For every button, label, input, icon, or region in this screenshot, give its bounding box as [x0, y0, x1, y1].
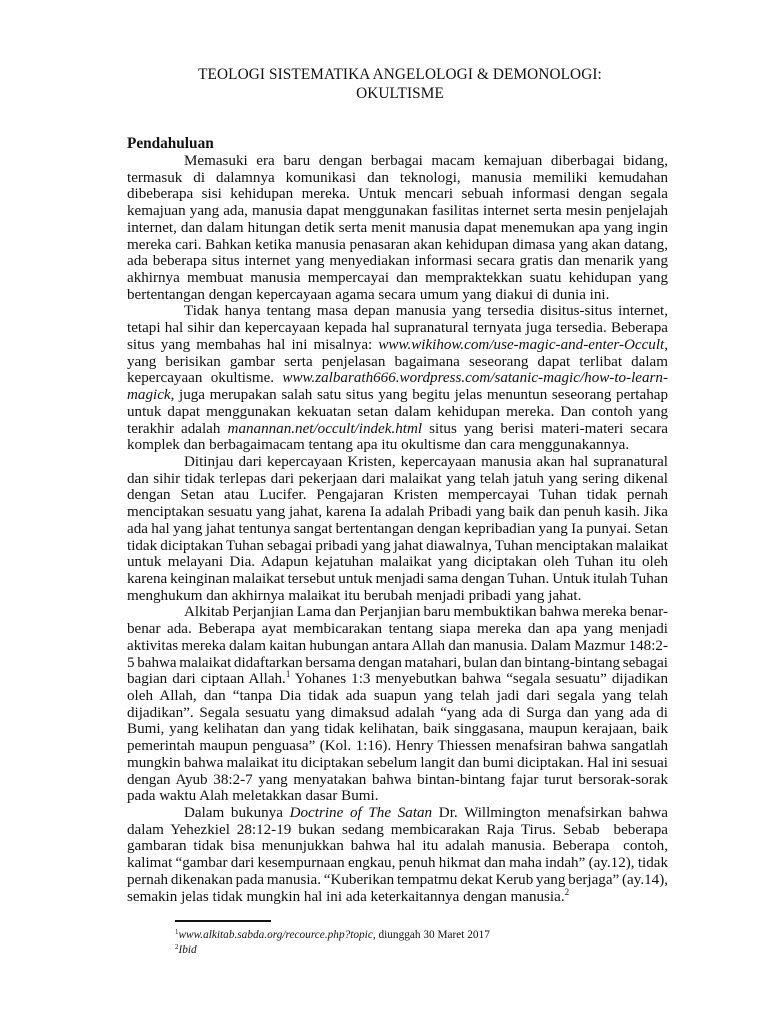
paragraph-2-line	[127, 404, 668, 421]
paragraph-2-line	[127, 387, 668, 404]
paragraph-4-line	[127, 755, 668, 772]
text-run: Bumi, yang kelihatan dan yang tidak kelihatan, baik singgasana, maupun kerajaan, baik	[127, 721, 668, 738]
text-run: tetapi hal sihir dan kepercayaan kepada hal supranatural ternyata juga tersedia. Beberapa	[127, 320, 668, 337]
paragraph-1-line	[127, 287, 668, 304]
line-content	[127, 538, 668, 555]
paragraph-3-line	[127, 487, 668, 504]
paragraph-3-line	[127, 471, 668, 488]
footnote-2	[175, 944, 197, 956]
paragraph-2-line	[127, 337, 668, 354]
text-run: internet, dan dalam hitungan detik serta menit manusia dapat menemukan apa yang ingin	[127, 219, 668, 236]
paragraph-3-line	[127, 571, 668, 588]
text-run: Tidak hanya tentang masa depan manusia yang tersedia disitus-situs internet,	[184, 303, 668, 320]
text-run: Dalam bukunya	[184, 805, 290, 822]
line-content	[127, 671, 668, 688]
paragraph-5-line	[127, 805, 668, 822]
line-content	[127, 253, 668, 270]
line-content	[127, 738, 668, 755]
text-run: pernah dikenakan pada manusia. “Kuberikan tempatmu dekat Kerub yang berjaga” (ay.14),	[127, 871, 668, 888]
line-content	[127, 571, 668, 588]
paragraph-4-line	[127, 688, 668, 705]
text-run: tidak diciptakan Tuhan sebagai pribadi yang jahat diawalnya, Tuhan menciptakan malaikat	[127, 537, 668, 554]
text-run: mereka cari. Bahkan ketika manusia penasaran akan kehidupan dimasa yang akan datang,	[127, 236, 668, 253]
text-run: dengan Ayub 38:2-7 yang menyatakan bahwa bintan-bintang fajar turut bersorak-sorak	[127, 771, 668, 788]
paragraph-3-line	[127, 521, 668, 538]
line-content	[184, 153, 668, 170]
line-content	[127, 688, 668, 705]
line-content	[127, 287, 609, 304]
text-run: menciptakan sesuatu yang jahat, karena Ia adalah Pribadi yang baik dan penuh kasih. Jika	[127, 504, 668, 521]
line-content	[127, 705, 668, 722]
paragraph-2-line	[127, 437, 668, 454]
line-content	[127, 270, 668, 287]
text-run: dijadikan”. Segala sesuatu yang dimaksud adalah “yang ada di Surga dan yang ada di	[127, 704, 668, 721]
italic-text-run: www.zalbarath666.wordpress.com/satanic-magic/how-to-learn-	[282, 370, 668, 387]
footnote-text: Ibid	[178, 944, 197, 956]
text-run: kemajuan yang ada, manusia dapat menggunakan fasilitas internet serta mesin penjelajah	[127, 203, 668, 220]
footnote-separator	[175, 920, 271, 922]
line-content	[127, 354, 668, 371]
line-content	[127, 721, 668, 738]
text-run: Memasuki era baru dengan berbagai macam kemajuan diberbagai bidang,	[184, 153, 668, 169]
text-run: ada beberapa situs internet yang menyediakan informasi secara gratis dan menarik yang	[127, 253, 668, 270]
line-content	[127, 638, 668, 655]
line-content	[127, 370, 668, 387]
line-content	[127, 170, 668, 187]
line-content	[184, 805, 668, 822]
paragraph-1-line	[127, 270, 668, 287]
text-run: juga merupakan salah satu situs yang begitu jelas menuntun seseorang pertahap	[174, 387, 668, 404]
paragraph-1-line	[127, 237, 668, 254]
paragraph-1-line	[127, 203, 668, 220]
text-run: Dr. Willmington menafsirkan bahwa	[432, 805, 668, 822]
paragraph-4-line	[127, 638, 668, 655]
text-run: Alkitab Perjanjian Lama dan Perjanjian baru membuktikan bahwa mereka benar-	[184, 604, 668, 621]
line-content	[127, 554, 668, 571]
text-run: dibeberapa sisi kehidupan mereka. Untuk mencari sebuah informasi dengan segala	[127, 186, 668, 203]
text-run: karena keinginan malaikat tersebut untuk menjadi sama dengan Tuhan. Untuk itulah Tuhan	[127, 570, 668, 587]
line-content	[184, 604, 668, 621]
text-run: Ditinjau dari kepercayaan Kristen, kepercayaan manusia akan hal supranatural	[184, 453, 668, 470]
footnote-link: www.alkitab.sabda.org/recource.php?topic,	[178, 929, 376, 941]
italic-text-run: manannan.net/occult/indek.html	[227, 420, 423, 437]
line-content	[127, 886, 570, 906]
paragraph-2-line	[127, 370, 668, 387]
text-run: kepercayaan okultisme.	[127, 370, 283, 387]
footnote-reference: 2	[564, 886, 570, 897]
paragraph-2-line	[127, 303, 668, 320]
paragraph-5-line	[127, 838, 668, 855]
paragraph-3-line	[127, 538, 668, 555]
text-run: Yohanes 1:3 menyebutkan bahwa “segala sesuatu” dijadikan	[290, 671, 668, 688]
paragraph-5-line	[127, 822, 668, 839]
line-content	[127, 487, 668, 504]
paragraph-4-line	[127, 671, 668, 688]
paragraph-4-line	[127, 655, 668, 672]
text-run: oleh Allah, dan “tanpa Dia tidak ada suapun yang telah jadi dari segala yang telah	[127, 688, 668, 704]
line-content	[127, 521, 668, 538]
line-content	[127, 822, 668, 839]
text-run: situs yang berisi materi-materi secara	[422, 420, 668, 437]
paragraph-5-line	[127, 872, 668, 889]
paragraph-1-line	[127, 153, 668, 170]
text-run: gambaran tidak bisa menunjukkan bahwa hal itu adalah manusia. Beberapa contoh,	[127, 838, 668, 855]
text-run: dengan Setan atau Lucifer. Pengajaran Kristen mempercayai Tuhan tidak pernah	[127, 487, 668, 504]
text-run: dalam Yehezkiel 28:12-19 bukan sedang membicarakan Raja Tirus. Sebab beberapa	[127, 821, 668, 838]
text-run: dan sihir tidak terlepas dari pekerjaan dari malaikat yang telah jatuh yang sering dikenal	[127, 470, 668, 487]
paragraph-4-line	[127, 705, 668, 722]
line-content	[127, 772, 668, 789]
paragraph-1-line	[127, 253, 668, 270]
text-run: bertentangan dengan kepercayaan agama secara umum yang diakui di dunia ini.	[127, 286, 610, 303]
paragraph-5-line	[127, 855, 668, 872]
document-title-line-1: TEOLOGI SISTEMATIKA ANGELOLOGI & DEMONOLOGI:	[198, 66, 602, 83]
text-run: untuk dapat menggunakan kekuatan setan dalam kehidupan mereka. Dan contoh yang	[127, 403, 668, 420]
paragraph-4-line	[127, 738, 668, 755]
text-run: bagian dari ciptaan Allah.	[127, 671, 286, 688]
line-content	[127, 203, 668, 220]
paragraph-3-line	[127, 504, 668, 521]
text-run: untuk melayani Dia. Adapun kejatuhan malaikat yang diciptakan oleh Tuhan itu oleh	[127, 554, 668, 571]
section-heading: Pendahuluan	[127, 135, 214, 152]
line-content	[127, 320, 668, 337]
line-content	[127, 186, 668, 203]
paragraph-2-line	[127, 421, 668, 438]
italic-text-run: www.wikihow.com/use-magic-and-enter-Occult,	[378, 336, 668, 353]
paragraph-2-line	[127, 320, 668, 337]
text-run: ada hal yang jahat tentunya sangat bertentangan dengan kepribadian yang Ia punyai. Setan	[127, 520, 668, 537]
text-run: menghukum dan akhirnya malaikat itu berubah menjadi pribadi yang jahat.	[127, 587, 582, 604]
paragraph-4-line	[127, 788, 668, 805]
text-run: pemerintah maupun penguasa” (Kol. 1:16). Henry Thiessen menafsiran bahwa sangatlah	[127, 738, 668, 755]
text-run: benar ada. Beberapa ayat membicarakan tentang siapa mereka dan apa yang menjadi	[127, 621, 668, 638]
footnote-number: 1	[175, 928, 179, 936]
line-content	[127, 655, 668, 672]
paragraph-4-line	[127, 721, 668, 738]
paragraph-4-line	[127, 604, 668, 621]
line-content	[127, 788, 379, 805]
text-run: mungkin bahwa malaikat itu diciptakan sebelum langit dan bumi diciptakan. Hal ini sesuai	[127, 754, 668, 771]
paragraph-3-line	[127, 454, 668, 471]
line-content	[127, 621, 668, 638]
paragraph-3-line	[127, 554, 668, 571]
footnote-text: diunggah 30 Maret 2017	[375, 929, 490, 941]
paragraph-2-line	[127, 354, 668, 371]
line-content	[127, 337, 668, 354]
text-run: aktivitas mereka dalam kaitan hubungan antara Allah dan manusia. Dalam Mazmur 148:2-	[127, 637, 668, 654]
footnote-reference: 1	[285, 669, 291, 680]
paragraph-1-line	[127, 220, 668, 237]
text-run: kalimat “gambar dari kesempurnaan engkau, penuh hikmat dan maha indah” (ay.12), tidak	[127, 855, 668, 872]
footnote-1	[175, 929, 490, 941]
line-content	[127, 755, 668, 772]
paragraph-4-line	[127, 621, 668, 638]
line-content	[184, 454, 668, 471]
italic-text-run: magick,	[127, 387, 175, 404]
paragraph-4-line	[127, 772, 668, 789]
line-content	[127, 504, 668, 521]
text-run: termasuk di dalamnya komunikasi dan teknologi, manusia memiliki kemudahan	[127, 169, 668, 186]
text-run: semakin jelas tidak mungkin hal ini ada keterkaitannya dengan manusia.	[127, 888, 565, 905]
line-content	[184, 303, 668, 320]
line-content	[127, 855, 668, 872]
line-content	[127, 387, 668, 404]
paragraph-5-line	[127, 886, 668, 906]
text-run: pada waktu Alah meletakkan dasar Bumi.	[127, 788, 379, 805]
line-content	[127, 838, 668, 855]
document-body	[127, 153, 668, 905]
line-content	[127, 404, 668, 421]
line-content	[127, 588, 581, 605]
paragraph-3-line	[127, 588, 668, 605]
document-title-line-2: OKULTISME	[356, 85, 444, 102]
line-content	[127, 237, 668, 254]
text-run: terakhir adalah	[127, 420, 228, 437]
line-content	[127, 437, 629, 454]
paragraph-1-line	[127, 186, 668, 203]
text-run: yang berisikan gambar serta penjelasan bagaimana seseorang dapat terlibat dalam	[127, 353, 668, 370]
line-content	[127, 471, 668, 488]
line-content	[127, 421, 668, 438]
text-run: komplek dan berbagaimacam tentang apa itu okultisme dan cara menggunakannya.	[127, 437, 630, 454]
text-run: 5 bahwa malaikat didaftarkan bersama dengan matahari, bulan dan bintang-bintang sebagai	[127, 654, 668, 671]
text-run: akhirnya membuat manusia mempercayai dan mempraktekkan suatu kehidupan yang	[127, 270, 668, 287]
paragraph-1-line	[127, 170, 668, 187]
footnote-number: 2	[175, 943, 179, 951]
italic-text-run: Doctrine of The Satan	[289, 805, 433, 822]
line-content	[127, 872, 668, 889]
text-run: situs yang membahas hal ini misalnya:	[127, 336, 379, 353]
line-content	[127, 220, 668, 237]
